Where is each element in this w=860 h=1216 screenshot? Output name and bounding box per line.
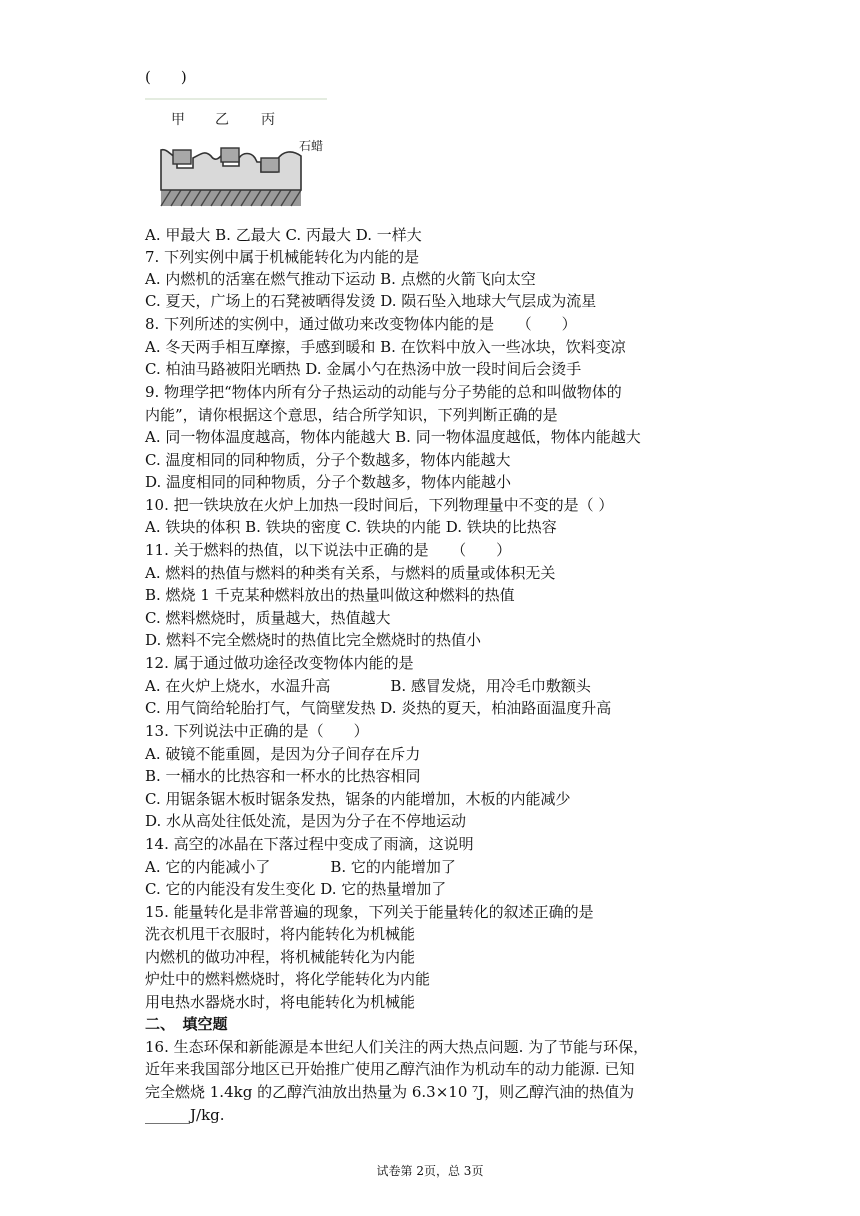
q12-stem: 12. 属于通过做功途径改变物体内能的是 xyxy=(145,654,414,672)
q11-option-b: B. 燃烧 1 千克某种燃料放出的热量叫做这种燃料的热值 xyxy=(145,586,515,604)
q15-statement-4: 用电热水器烧水时，将电能转化为机械能 xyxy=(145,993,416,1011)
q9-option-d: D. 温度相同的同种物质，分子个数越多，物体内能越小 xyxy=(145,473,512,491)
q13-option-c: C. 用锯条锯木板时锯条发热，锯条的内能增加，木板的内能减少 xyxy=(145,790,571,808)
q14-options-ab: A. 它的内能减小了 B. 它的内能增加了 xyxy=(145,858,456,876)
q13-stem: 13. 下列说法中正确的是（ ） xyxy=(145,722,369,740)
q6-options: A. 甲最大 B. 乙最大 C. 丙最大 D. 一样大 xyxy=(145,226,422,244)
q14-options-cd: C. 它的内能没有发生变化 D. 它的热量增加了 xyxy=(145,880,447,898)
q16-line-3: 完全燃烧 1.4kg 的乙醇汽油放出热量为 6.3×10 ⁷J，则乙醇汽油的热值为 xyxy=(145,1083,635,1101)
wax-figure xyxy=(143,98,329,212)
q13-option-a: A. 破镜不能重圆，是因为分子间存在斥力 xyxy=(145,745,421,763)
q12-options-cd: C. 用气筒给轮胎打气，气筒壁发热 D. 炎热的夏天，柏油路面温度升高 xyxy=(145,699,612,717)
q7-options-ab: A. 内燃机的活塞在燃气推动下运动 B. 点燃的火箭飞向太空 xyxy=(145,270,536,288)
answer-bracket: ( ) xyxy=(145,68,187,86)
q15-statement-1: 洗衣机甩干衣服时，将内能转化为机械能 xyxy=(145,925,416,943)
q7-options-cd: C. 夏天，广场上的石凳被晒得发烫 D. 陨石坠入地球大气层成为流星 xyxy=(145,292,597,310)
section-heading: 二、 填空题 xyxy=(145,1015,228,1033)
q9-options-ab: A. 同一物体温度越高，物体内能越大 B. 同一物体温度越低，物体内能越大 xyxy=(145,428,641,446)
q9-stem-2: 内能”，请你根据这个意思，结合所学知识，下列判断正确的是 xyxy=(145,406,558,424)
q12-options-ab: A. 在火炉上烧水，水温升高 B. 感冒发烧，用冷毛巾敷额头 xyxy=(145,677,591,695)
q8-options-cd: C. 柏油马路被阳光晒热 D. 金属小勺在热汤中放一段时间后会烫手 xyxy=(145,360,582,378)
q14-stem: 14. 高空的冰晶在下落过程中变成了雨滴，这说明 xyxy=(145,835,474,853)
q15-statement-3: 炉灶中的燃料燃烧时，将化学能转化为内能 xyxy=(145,970,431,988)
q16-line-4: ______J/kg. xyxy=(145,1106,225,1124)
q13-option-b: B. 一桶水的比热容和一杯水的比热容相同 xyxy=(145,767,421,785)
q16-line-1: 16. 生态环保和新能源是本世纪人们关注的两大热点问题. 为了节能与环保， xyxy=(145,1038,649,1056)
q10-stem: 10. 把一铁块放在火炉上加热一段时间后，下列物理量中不变的是（ ） xyxy=(145,496,614,514)
q11-stem: 11. 关于燃料的热值，以下说法中正确的是 （ ） xyxy=(145,541,512,559)
label-jia: 甲 xyxy=(171,112,185,128)
page-footer: 试卷第 2页，总 3页 xyxy=(376,1164,484,1178)
q11-option-d: D. 燃料不完全燃烧时的热值比完全燃烧时的热值小 xyxy=(145,631,482,649)
label-yi: 乙 xyxy=(215,112,229,128)
label-bing: 丙 xyxy=(261,112,275,128)
q9-stem-1: 9. 物理学把“物体内所有分子热运动的动能与分子势能的总和叫做物体的 xyxy=(145,383,622,401)
q16-line-2: 近年来我国部分地区已开始推广使用乙醇汽油作为机动车的动力能源. 已知 xyxy=(145,1060,635,1078)
q11-option-c: C. 燃料燃烧时，质量越大，热值越大 xyxy=(145,609,391,627)
q8-stem: 8. 下列所述的实例中，通过做功来改变物体内能的是 （ ） xyxy=(145,315,577,333)
q9-option-c: C. 温度相同的同种物质，分子个数越多，物体内能越大 xyxy=(145,451,511,469)
q15-statement-2: 内燃机的做功冲程，将机械能转化为内能 xyxy=(145,948,416,966)
q15-stem: 15. 能量转化是非常普遍的现象，下列关于能量转化的叙述正确的是 xyxy=(145,903,594,921)
q10-options: A. 铁块的体积 B. 铁块的密度 C. 铁块的内能 D. 铁块的比热容 xyxy=(145,518,557,536)
label-wax: 石蜡 xyxy=(299,139,324,153)
q7-stem: 7. 下列实例中属于机械能转化为内能的是 xyxy=(145,248,420,266)
q11-option-a: A. 燃料的热值与燃料的种类有关系，与燃料的质量或体积无关 xyxy=(145,564,556,582)
q8-options-ab: A. 冬天两手相互摩擦，手感到暖和 B. 在饮料中放入一些冰块，饮料变凉 xyxy=(145,338,626,356)
q13-option-d: D. 水从高处往低处流，是因为分子在不停地运动 xyxy=(145,812,467,830)
